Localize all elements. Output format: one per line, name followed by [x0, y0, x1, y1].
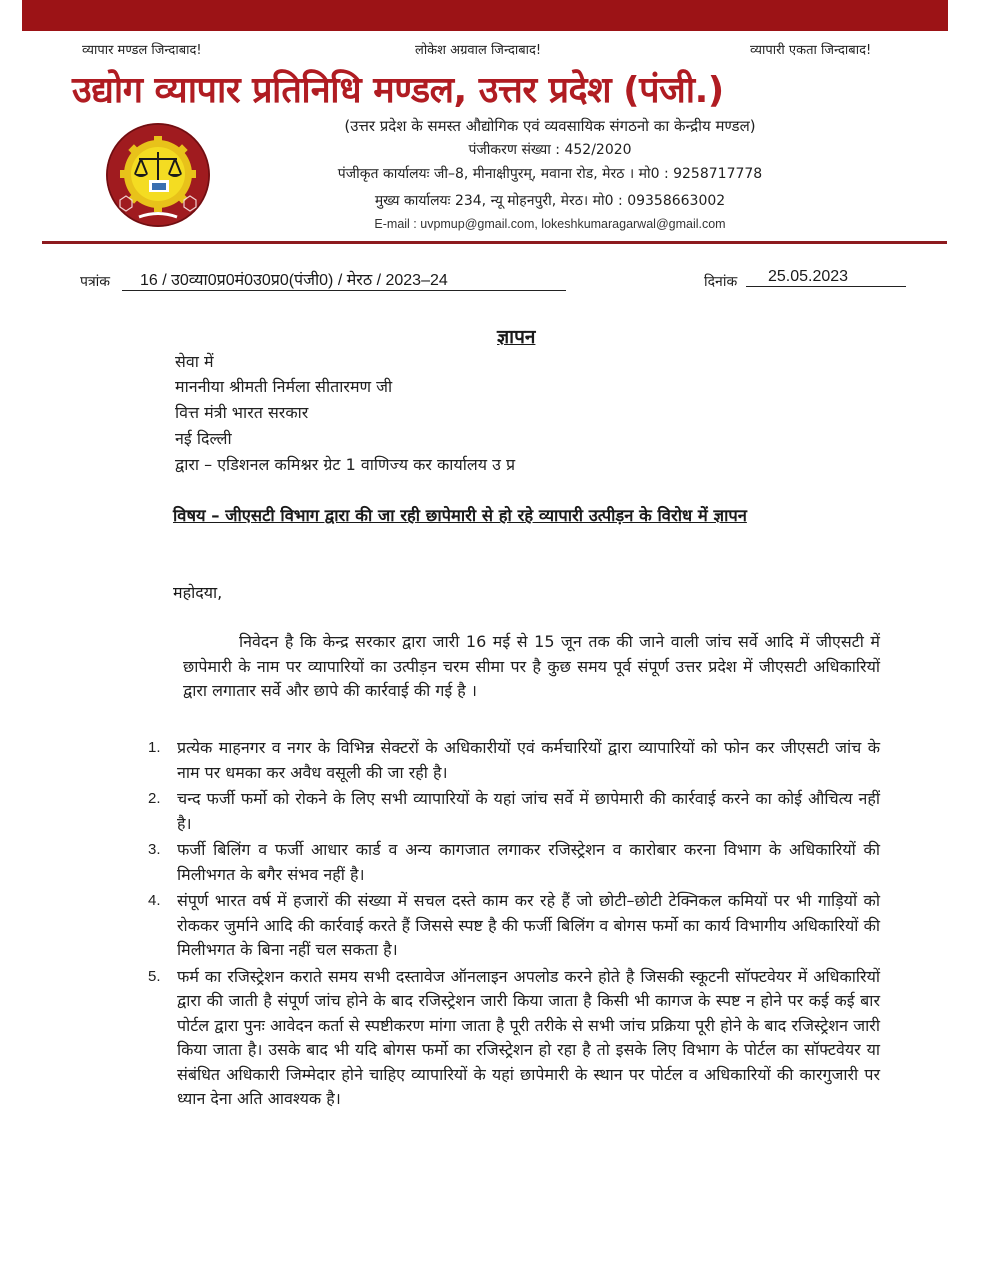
point-number: 1.: [148, 739, 161, 756]
point-text: प्रत्येक माहनगर व नगर के विभिन्न सेक्टरों के अधिकारीयों एवं कर्मचारियों द्वारा व्यापारियों को फोन कर जीएसटी जांच के नाम पर धमका कर अवैध वसूली की जा रही है।: [177, 738, 880, 782]
subject-line: विषय – जीएसटी विभाग द्वारा की जा रही छापेमारी से हो रहे व्यापारी उत्पीड़न के विरोध में ज्ञापन: [173, 506, 747, 525]
list-item: [148, 889, 880, 963]
addressee-line: माननीया श्रीमती निर्मला सीतारमण जी: [175, 377, 393, 396]
addressee-line: सेवा में: [175, 352, 214, 371]
slogan-center: लोकेश अग्रवाल जिन्दाबाद!: [415, 43, 542, 58]
seal-emblem-icon: [103, 122, 213, 228]
letterhead-divider: [42, 241, 947, 244]
point-text: फर्जी बिलिंग व फर्जी आधार कार्ड व अन्य कागजात लगाकर रजिस्ट्रेशन व कारोबार करना विभाग के अधिकारियों की मिलीभगत के बगैर संभव नहीं है।: [177, 840, 880, 884]
registration-number: पंजीकरण संख्या : 452/2020: [468, 142, 632, 158]
point-number: 4.: [148, 892, 161, 909]
registered-office-address: पंजीकृत कार्यालयः जी–8, मीनाक्षीपुरम्, मवाना रोड, मेरठ । मो0 : 9258717778: [337, 166, 763, 182]
slogan-left: व्यापार मण्डल जिन्दाबाद!: [82, 43, 202, 58]
list-item: [148, 787, 880, 836]
addressee-line: नई दिल्ली: [175, 429, 232, 448]
point-number: 2.: [148, 790, 161, 807]
head-office-address: मुख्य कार्यालयः 234, न्यू मोहनपुरी, मेरठ। मो0 : 09358663002: [374, 193, 726, 209]
list-item: [148, 838, 880, 887]
point-text: फर्म का रजिस्ट्रेशन कराते समय सभी दस्तावेज ऑनलाइन अपलोड करने होते है जिसकी स्कूटनी सॉफ्टवेयर में अधिकारियों द्वारा की जाती है संपूर्ण जांच होने के बाद रजिस्ट्रेशन जारी किया जाता है किसी भी कागज के स्पष्ट न होने पर कई कई बार पोर्टल द्वारा पुनः आवेदन कर्ता से स्पष्टीकरण मांगा जाता है पूरी तरीके से सभी जांच प्रक्रिया पूरी होने के बाद रजिस्ट्रेशन जारी किया जाता है। उसके बाद भी यदि बोगस फर्मो का रजिस्ट्रेशन हो रहा है तो इसके लिए विभाग के पोर्टल का सॉफ्टवेयर या संबंधित अधिकारी जिम्मेदार होने चाहिए व्यापारियों के यहां छापेमारी के स्थान पर पोर्टल व अधिकारियों की कारगुजारी पर ध्यान देना अति आवश्यक है।: [177, 966, 880, 1108]
addressee-line: द्वारा – एडिशनल कमिश्नर ग्रेट 1 वाणिज्य कर कार्यालय उ प्र: [175, 455, 516, 474]
organization-name: उद्योग व्यापार प्रतिनिधि मण्डल, उत्तर प्रदेश (पंजी.): [72, 70, 724, 111]
list-item: [148, 736, 880, 785]
point-text: चन्द फर्जी फर्मो को रोकने के लिए सभी व्यापारियों के यहां जांच सर्वे में छापेमारी की कार्रवाई करने का कोई औचित्य नहीं है।: [177, 789, 880, 833]
salutation: महोदया,: [173, 583, 223, 602]
organization-seal-logo: [103, 122, 213, 228]
reference-number: 16 / उ0व्या0प्र0मं0उ0प्र0(पंजी0) / मेरठ / 2023–24: [122, 268, 566, 291]
points-list: [148, 736, 880, 1114]
document-heading: ज्ञापन: [497, 326, 536, 348]
reference-label: पत्रांक: [80, 273, 111, 289]
list-item: [148, 965, 880, 1112]
point-text: संपूर्ण भारत वर्ष में हजारों की संख्या में सचल दस्ते काम कर रहे हैं जो छोटी–छोटी टेक्निकल कमियों पर भी गाड़ियों को रोककर जुर्माने आदि की कार्रवाई करते हैं जिससे स्पष्ट है की फर्जी बिलिंग व बोगस फर्मो का कार्य विभागीय अधिकारियों की मिलीभगत के बिना नहीं चल सकता है।: [177, 891, 880, 959]
date-label: दिनांक: [704, 273, 738, 289]
contact-email: E-mail : uvpmup@gmail.com, lokeshkumaragarwal@gmail.com: [374, 217, 726, 231]
letterhead-top-bar: [22, 0, 948, 31]
slogan-right: व्यापारी एकता जिन्दाबाद!: [750, 43, 872, 58]
date-value: 25.05.2023: [746, 268, 906, 287]
intro-paragraph: निवेदन है कि केन्द्र सरकार द्वारा जारी 16 मई से 15 जून तक की जाने वाली जांच सर्वे आदि में जीएसटी में छापेमारी के नाम पर व्यापारियों का उत्पीड़न चरम सीमा पर है कुछ समय पूर्व संपूर्ण उत्तर प्रदेश में जीएसटी अधिकारियों द्वारा लगातार सर्वे और छापे की कार्रवाई की गई है ।: [183, 632, 880, 700]
org-tagline: (उत्तर प्रदेश के समस्त औद्योगिक एवं व्यवसायिक संगठनो का केन्द्रीय मण्डल): [344, 117, 756, 135]
point-number: 3.: [148, 841, 161, 858]
point-number: 5.: [148, 967, 161, 985]
addressee-line: वित्त मंत्री भारत सरकार: [175, 403, 309, 422]
